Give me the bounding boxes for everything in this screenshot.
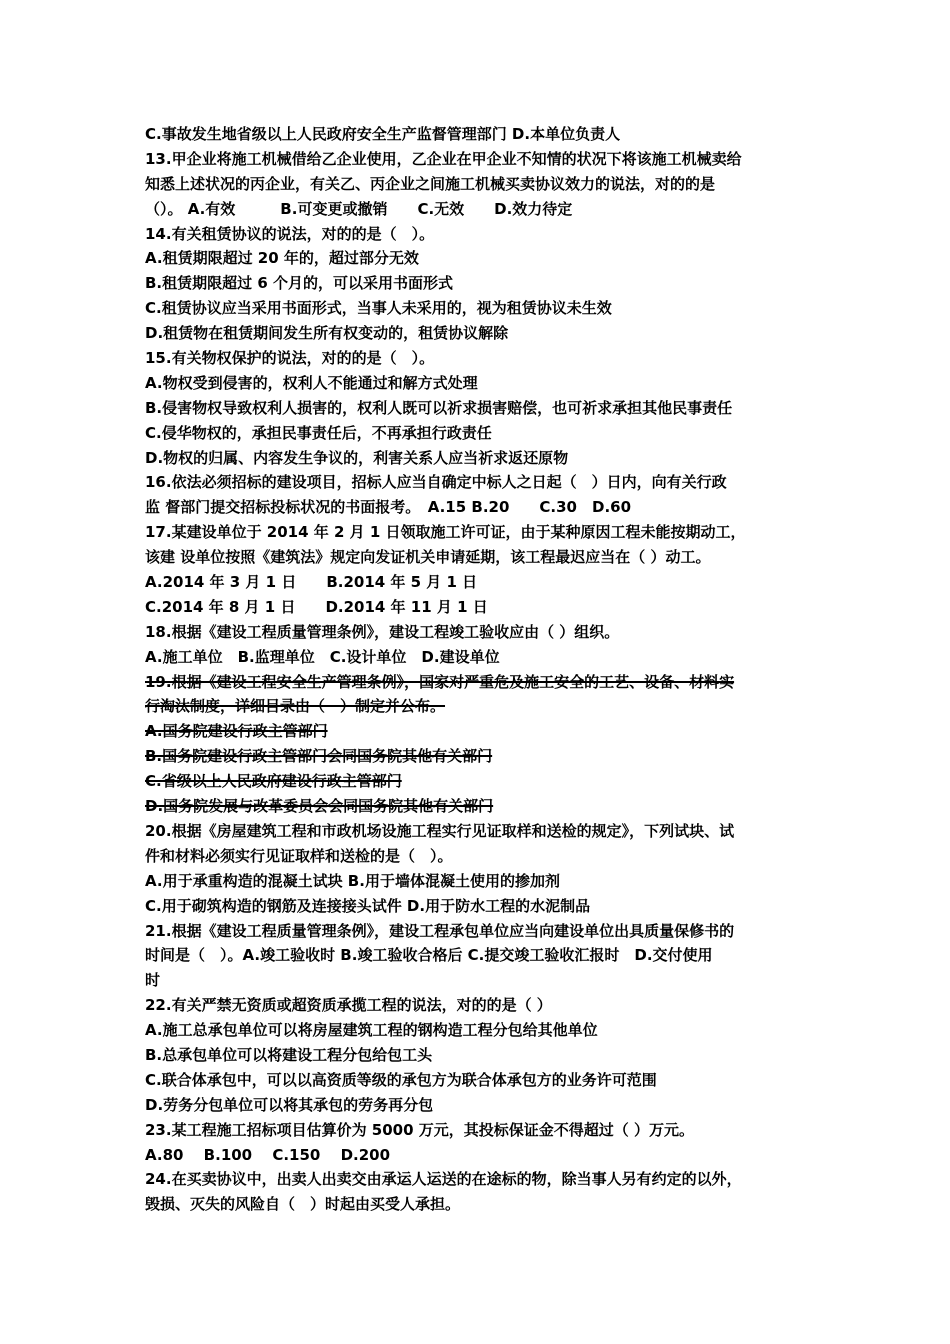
question-19-option-b: B.国务院建设行政主管部门会同国务院其他有关部门 xyxy=(145,747,493,766)
question-14-option-c: C.租赁协议应当采用书面形式，当事人未采用的，视为租赁协议未生效 xyxy=(145,299,612,318)
question-16-line-1: 16.依法必须招标的建设项目，招标人应当自确定中标人之日起（ ）日内，向有关行政 xyxy=(145,473,727,492)
question-17-line-1: 17.某建设单位于 2014 年 2 月 1 日领取施工许可证，由于某种原因工程未能按期动工， xyxy=(145,523,746,542)
question-13-line-1: 13.甲企业将施工机械借给乙企业使用，乙企业在甲企业不知情的状况下将该施工机械卖给 xyxy=(145,149,742,168)
question-19-option-c: C.省级以上人民政府建设行政主管部门 xyxy=(145,772,402,791)
question-21-line-2: 时间是（ ）。A.竣工验收时 B.竣工验收合格后 C.提交竣工验收汇报时 D.交付使用 xyxy=(145,946,713,965)
question-22: 22.有关严禁无资质或超资质承揽工程的说法，对的的是（ ） xyxy=(145,996,552,1015)
question-16-line-2: 监 督部门提交招标投标状况的书面报考。 A.15 B.20 C.30 D.60 xyxy=(145,498,632,517)
question-18-options: A.施工单位 B.监理单位 C.设计单位 D.建设单位 xyxy=(145,647,500,666)
question-15-option-a: A.物权受到侵害的，权利人不能通过和解方式处理 xyxy=(145,373,478,392)
question-22-option-c: C.联合体承包中，可以以高资质等级的承包方为联合体承包方的业务许可范围 xyxy=(145,1070,657,1089)
question-13-line-2: 知悉上述状况的丙企业，有关乙、丙企业之间施工机械买卖协议效力的说法，对的的是 xyxy=(145,174,716,193)
text-line-1: C.事故发生地省级以上人民政府安全生产监督管理部门 D.本单位负责人 xyxy=(145,125,621,143)
question-15-option-d: D.物权的归属、内容发生争议的，利害关系人应当祈求返还原物 xyxy=(145,448,569,467)
question-20-line-1: 20.根据《房屋建筑工程和市政机场设施工程实行见证取样和送检的规定》，下列试块、试 xyxy=(145,821,735,840)
question-23: 23.某工程施工招标项目估算价为 5000 万元，其投标保证金不得超过（ ）万元。 xyxy=(145,1120,694,1139)
question-24-line-2: 毁损、灭失的风险自（ ）时起由买受人承担。 xyxy=(145,1195,461,1214)
question-19-option-d: D.国务院发展与改革委员会会同国务院其他有关部门 xyxy=(145,797,494,816)
question-21-line-1: 21.根据《建设工程质量管理条例》，建设工程承包单位应当向建设单位出具质量保修书的 xyxy=(145,921,735,940)
question-17-options-cd: C.2014 年 8 月 1 日 D.2014 年 11 月 1 日 xyxy=(145,597,488,616)
question-22-option-b: B.总承包单位可以将建设工程分包给包工头 xyxy=(145,1045,433,1064)
page-body xyxy=(145,122,810,1217)
question-17-options-ab: A.2014 年 3 月 1 日 B.2014 年 5 月 1 日 xyxy=(145,573,478,592)
question-20-options-ab: A.用于承重构造的混凝土试块 B.用于墙体混凝土使用的掺加剂 xyxy=(145,871,560,890)
question-22-option-a: A.施工总承包单位可以将房屋建筑工程的钢构造工程分包给其他单位 xyxy=(145,1021,598,1040)
question-14: 14.有关租赁协议的说法，对的的是（ ）。 xyxy=(145,224,435,243)
question-14-option-b: B.租赁期限超过 6 个月的，可以采用书面形式 xyxy=(145,274,454,293)
question-13-options: （）。 A.有效 B.可变更或撤销 C.无效 D.效力待定 xyxy=(145,199,573,218)
question-17-line-2: 该建 设单位按照《建筑法》规定向发证机关申请延期，该工程最迟应当在（ ）动工。 xyxy=(145,548,711,567)
question-19-line-1: 19.根据《建设工程安全生产管理条例》，国家对严重危及施工安全的工艺、设备、材料实 xyxy=(145,672,735,691)
question-20-line-2: 件和材料必须实行见证取样和送检的是（ ）。 xyxy=(145,846,453,865)
question-24-line-1: 24.在买卖协议中，出卖人出卖交由承运人运送的在途标的物，除当事人另有约定的以外， xyxy=(145,1170,742,1189)
question-23-options: A.80 B.100 C.150 D.200 xyxy=(145,1145,391,1164)
question-19-line-2: 行淘汰制度，详细目录由（ ）制定并公布。 xyxy=(145,697,446,716)
question-19-option-a: A.国务院建设行政主管部门 xyxy=(145,722,328,741)
question-15-option-c: C.侵华物权的，承担民事责任后，不再承担行政责任 xyxy=(145,423,492,442)
question-20-options-cd: C.用于砌筑构造的钢筋及连接接头试件 D.用于防水工程的水泥制品 xyxy=(145,896,591,915)
question-21-line-3: 时 xyxy=(145,971,161,990)
question-14-option-d: D.租赁物在租赁期间发生所有权变动的，租赁协议解除 xyxy=(145,324,509,343)
question-15: 15.有关物权保护的说法，对的的是（ ）。 xyxy=(145,349,435,368)
question-22-option-d: D.劳务分包单位可以将其承包的劳务再分包 xyxy=(145,1095,434,1114)
question-18: 18.根据《建设工程质量管理条例》，建设工程竣工验收应由（ ）组织。 xyxy=(145,622,620,641)
question-15-option-b: B.侵害物权导致权利人损害的，权利人既可以祈求损害赔偿，也可祈求承担其他民事责任 xyxy=(145,398,733,417)
question-14-option-a: A.租赁期限超过 20 年的，超过部分无效 xyxy=(145,249,419,268)
